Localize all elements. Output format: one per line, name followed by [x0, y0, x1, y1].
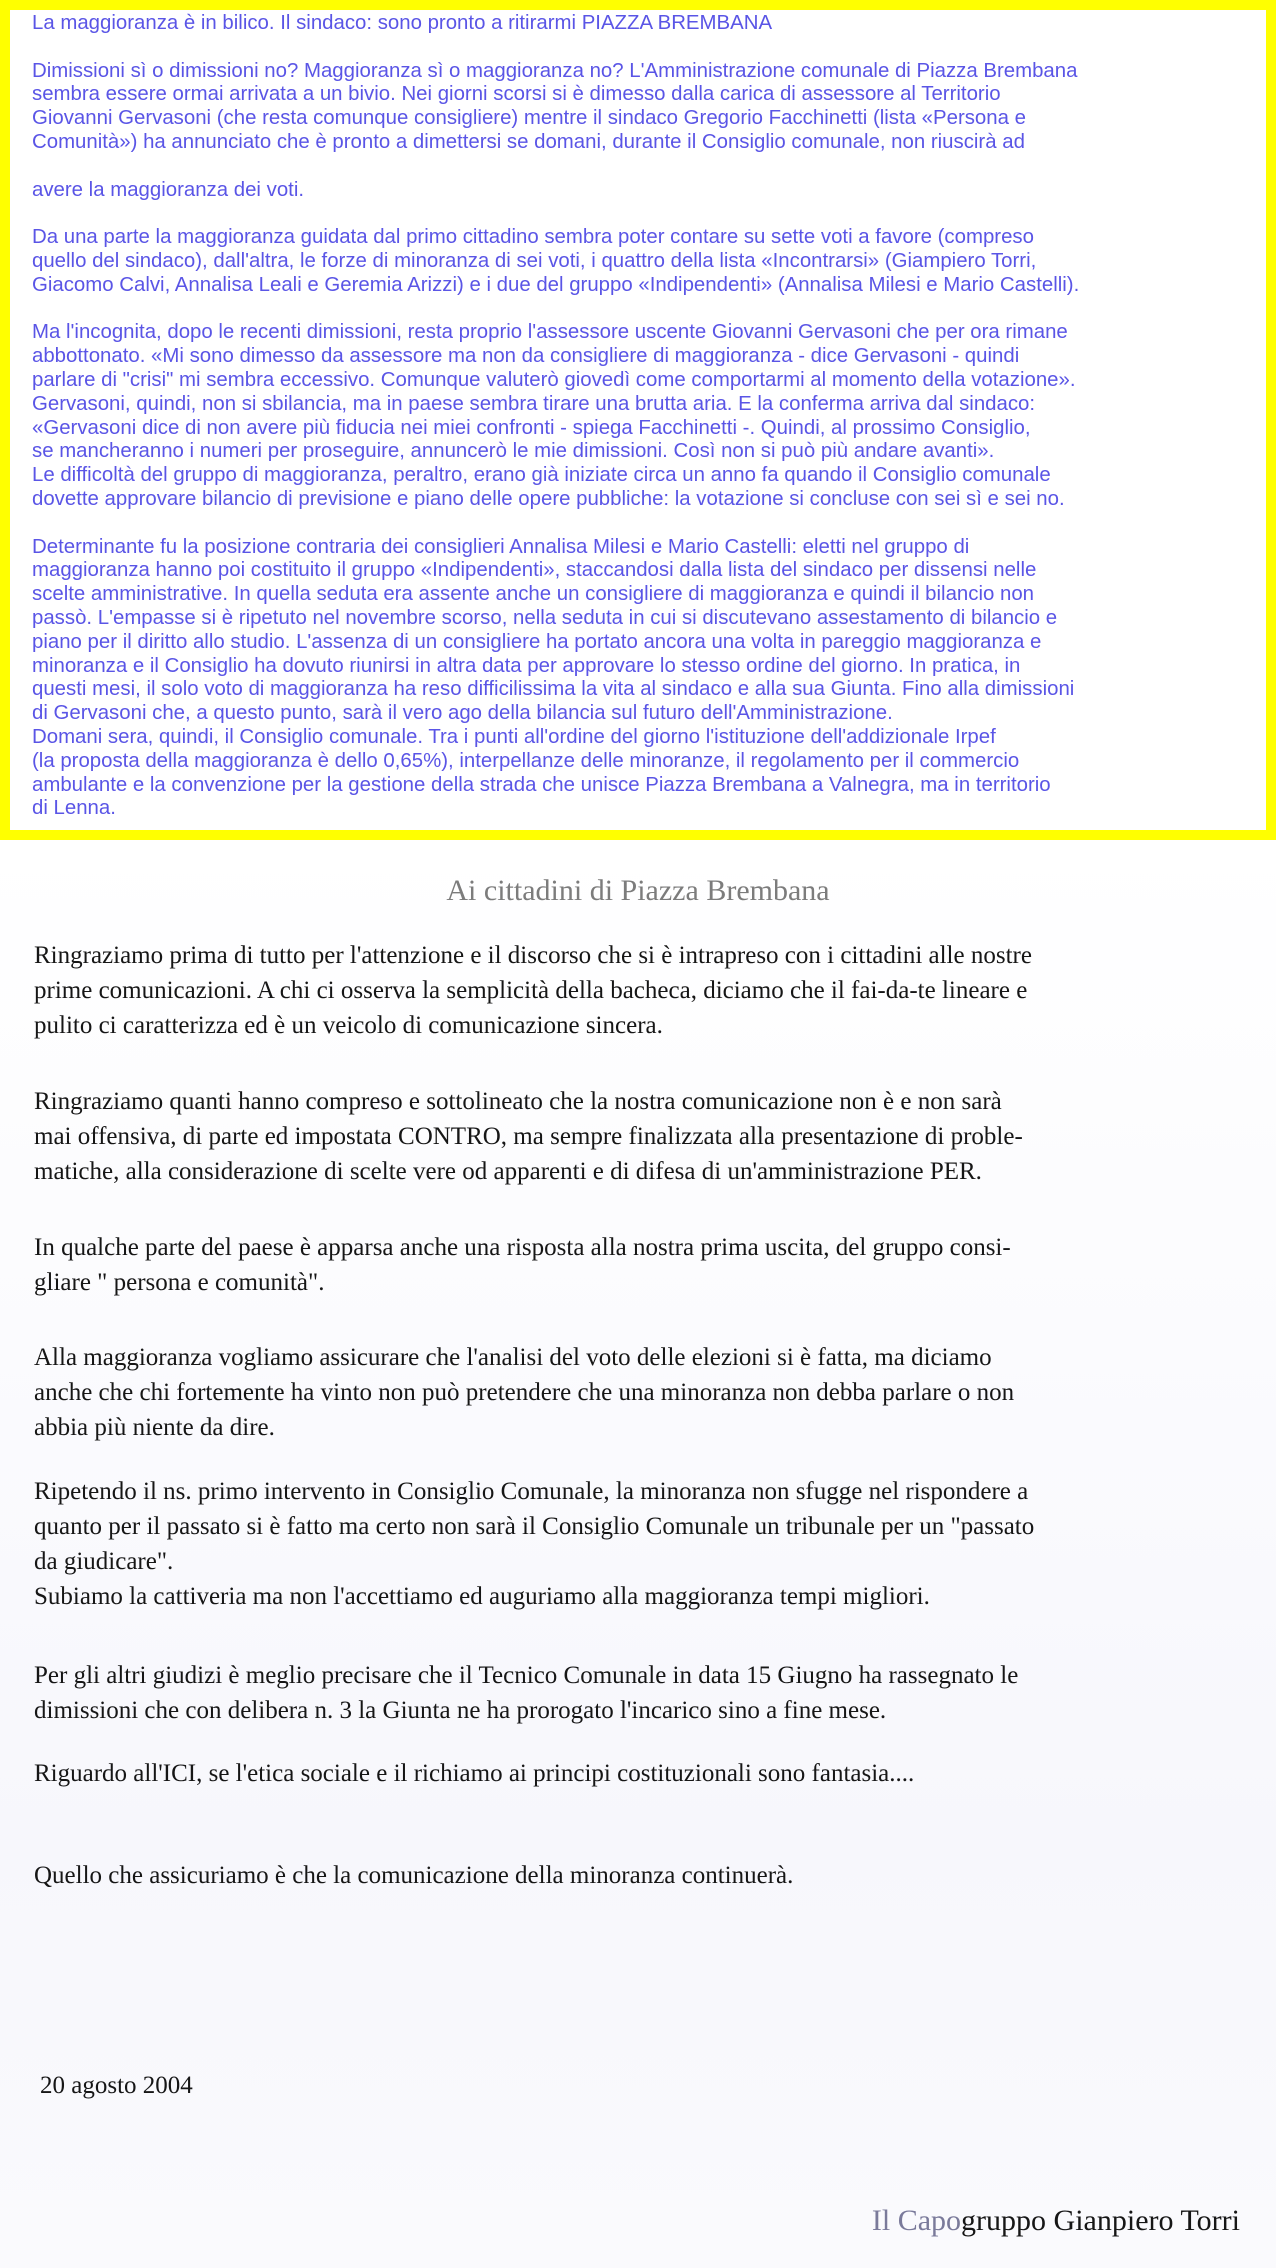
clipping-paragraph: avere la maggioranza dei voti.	[32, 178, 305, 201]
letter-paragraph: Alla maggioranza vogliamo assicurare che l'analisi del voto delle elezioni si è fatta, ma diciamo anche che chi fortemente ha vinto non può pretendere che una minoranza non debba parlare o non abbia più niente da dire.	[34, 1344, 1015, 1441]
clipping-headline: La maggioranza è in bilico. Il sindaco: sono pronto a ritirarmi PIAZZA BREMBANA	[32, 12, 773, 34]
letter-date: 20 agosto 2004	[40, 2072, 193, 2099]
clipping-paragraph: Determinante fu la posizione contraria dei consiglieri Annalisa Milesi e Mario Castelli: eletti nel gruppo di maggioranza hanno poi costituito il gruppo «Indipendenti», staccandosi dalla lista del sindaco per dissensi nelle scelte amministrative. In quella seduta era assente anche un consigliere di maggioranza e quindi il bilancio non passò. L'empasse si è ripetuto nel novembre scorso, nella seduta in cui si discutevano assestamento di bilancio e piano per il diritto allo studio. L'assenza di un consigliere ha portato ancora una volta in pareggio maggioranza e minoranza e il Consiglio ha dovuto riunirsi in altra data per approvare lo stesso ordine del giorno. In pratica, in questi mesi, il solo voto di maggioranza ha reso difficilissima la vita al sindaco e alla sua Giunta. Fino alla dimissioni di Gervasoni che, a questo punto, sarà il vero ago della bilancia sul futuro dell'Amministrazione. Domani sera, quindi, il Consiglio comunale. Tra i punti all'ordine del giorno l'istituzione dell'addizionale Irpef (la proposta della maggioranza è dello 0,65%), interpellanze delle minoranze, il regolamento per il commercio ambulante e la convenzione per la gestione della strada che unisce Piazza Brembana a Valnegra, ma in territorio di Lenna.	[32, 535, 1075, 820]
signature-name: gruppo Gianpiero Torri	[961, 2204, 1240, 2237]
letter-paragraph: Ringraziamo quanti hanno compreso e sottolineato che la nostra comunicazione non è e non sarà mai offensiva, di parte ed impostata CONTRO, ma sempre finalizzata alla presentazione di proble- matiche, alla considerazione di scelte vere od apparenti e di difesa di un'amministrazione PER.	[34, 1088, 1023, 1185]
letter-paragraph: Quello che assicuriamo è che la comunicazione della minoranza continuerà.	[34, 1862, 794, 1889]
clipping-paragraph: Dimissioni sì o dimissioni no? Maggioranza sì o maggioranza no? L'Amministrazione comunale di Piazza Brembana sembra essere ormai arrivata a un bivio. Nei giorni scorsi si è dimesso dalla carica di assessore al Territorio Giovanni Gervasoni (che resta comunque consigliere) mentre il sindaco Gregorio Facchinetti (lista «Persona e Comunità») ha annunciato che è pronto a dimettersi se domani, durante il Consiglio comunale, non riuscirà ad	[32, 59, 1078, 153]
letter-paragraph: Ripetendo il ns. primo intervento in Consiglio Comunale, la minoranza non sfugge nel rispondere a quanto per il passato si è fatto ma certo non sarà il Consiglio Comunale un tribunale per un "passato da giudicare". Subiamo la cattiveria ma non l'accettiamo ed auguriamo alla maggioranza tempi migliori.	[34, 1478, 1035, 1610]
clipping-body	[10, 10, 1266, 830]
letter-paragraph: Ringraziamo prima di tutto per l'attenzione e il discorso che si è intrapreso con i cittadini alle nostre prime comunicazioni. A chi ci osserva la semplicità della bacheca, diciamo che il fai-da-te lineare e pulito ci caratterizza ed è un veicolo di comunicazione sincera.	[34, 942, 1032, 1039]
signature-prefix: Il Capo	[871, 2204, 962, 2237]
letter-paragraph: Riguardo all'ICI, se l'etica sociale e il richiamo ai principi costituzionali sono fantasia....	[34, 1760, 915, 1787]
letter-signature	[872, 2204, 1240, 2238]
clipping-paragraph: Da una parte la maggioranza guidata dal primo cittadino sembra poter contare su sette voti a favore (compreso quello del sindaco), dall'altra, le forze di minoranza di sei voti, i quattro della lista «Incontrarsi» (Giampiero Torri, Giacomo Calvi, Annalisa Leali e Geremia Arizzi) e i due del gruppo «Indipendenti» (Annalisa Milesi e Mario Castelli).	[32, 226, 1080, 296]
letter-title: Ai cittadini di Piazza Brembana	[446, 874, 830, 907]
clipping-paragraph: Ma l'incognita, dopo le recenti dimissioni, resta proprio l'assessore uscente Giovanni Gervasoni che per ora rimane abbottonato. «Mi sono dimesso da assessore ma non da consigliere di maggioranza - dice Gervasoni - quindi parlare di "crisi" mi sembra eccessivo. Comunque valuterò giovedì come comportarmi al momento della votazione». Gervasoni, quindi, non si sbilancia, ma in paese sembra tirare una brutta aria. E la conferma arriva dal sindaco: «Gervasoni dice di non avere più fiducia nei miei confronti - spiega Facchinetti -. Quindi, al prossimo Consiglio, se mancheranno i numeri per proseguire, annuncerò le mie dimissioni. Così non si può più andare avanti». Le difficoltà del gruppo di maggioranza, peraltro, erano già iniziate circa un anno fa quando il Consiglio comunale dovette approvare bilancio di previsione e piano delle opere pubbliche: la votazione si concluse con sei sì e sei no.	[32, 321, 1076, 510]
letter-paragraph: Per gli altri giudizi è meglio precisare che il Tecnico Comunale in data 15 Giugno ha rassegnato le dimissioni che con delibera n. 3 la Giunta ne ha prorogato l'incarico sino a fine mese.	[34, 1662, 1019, 1724]
open-letter	[0, 840, 1276, 2268]
letter-paragraph: In qualche parte del paese è apparsa anche una risposta alla nostra prima uscita, del gruppo consi- gliare " persona e comunità".	[34, 1234, 1011, 1296]
newspaper-clipping	[0, 0, 1276, 840]
